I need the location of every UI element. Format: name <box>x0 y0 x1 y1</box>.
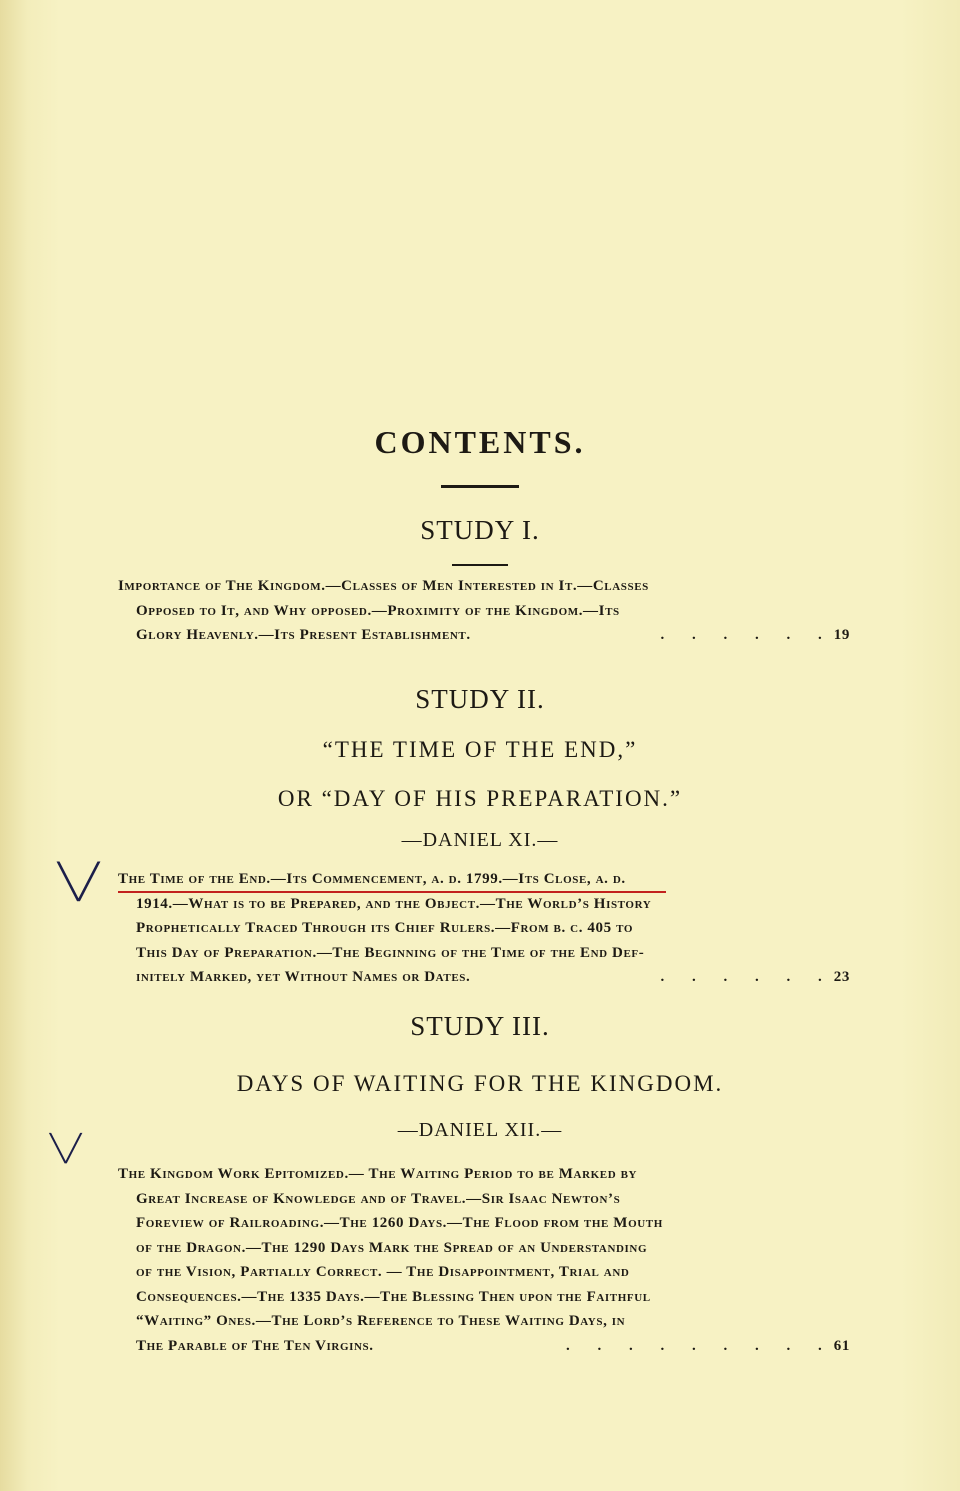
study-2-scripture: —DANIEL XI.— <box>401 829 559 851</box>
page-number: 61 <box>833 1337 850 1354</box>
study-3-summary <box>118 1162 850 1358</box>
leader-dots: . . . . . . <box>660 969 834 985</box>
summary-last-line <box>118 965 850 990</box>
summary-line: Glory Heavenly.—Its Present Establishment. <box>136 627 471 643</box>
study-2-subtitle: “THE TIME OF THE END,” <box>322 737 638 762</box>
study-1-summary <box>118 574 850 648</box>
study-2-summary <box>118 867 850 990</box>
study-2-subtitle-alt: OR “DAY OF HIS PREPARATION.” <box>277 786 683 811</box>
study-3-scripture: —DANIEL XII.— <box>397 1119 563 1141</box>
study-2-heading: STUDY II. <box>415 684 545 714</box>
study-3-subtitle: DAYS OF WAITING FOR THE KINGDOM. <box>236 1071 724 1096</box>
leader-dots: . . . . . . <box>660 627 834 643</box>
summary-line: of the Vision, Partially Correct. — The Disappointment, Trial and <box>136 1264 630 1280</box>
summary-line: Consequences.—The 1335 Days.—The Blessing Then upon the Faithful <box>136 1288 651 1305</box>
summary-line: Opposed to It, and Why opposed.—Proximity of the Kingdom.—Its <box>136 602 620 619</box>
page-number: 23 <box>833 969 850 985</box>
summary-last-line <box>118 623 850 648</box>
summary-line: initely Marked, yet Without Names or Dates. <box>136 969 471 985</box>
summary-line: Great Increase of Knowledge and of Travel.—Sir Isaac Newton’s <box>136 1190 621 1207</box>
study-1-rule <box>452 564 508 566</box>
summary-line: Foreview of Railroading.—The 1260 Days.—The Flood from the Mouth <box>136 1215 663 1231</box>
page-number: 19 <box>833 627 850 643</box>
summary-line: Prophetically Traced Through its Chief Rulers.—From b. c. 405 to <box>136 920 633 936</box>
checkmark-icon: ╲╱ <box>50 1134 82 1164</box>
checkmark-icon: ╲╱ <box>58 862 99 902</box>
summary-line: “Waiting” Ones.—The Lord’s Reference to These Waiting Days, in <box>136 1313 626 1329</box>
summary-line: of the Dragon.—The 1290 Days Mark the Spread of an Understanding <box>136 1239 648 1256</box>
page-title: CONTENTS. <box>374 424 586 460</box>
summary-line: 1914.—What is to be Prepared, and the Object.—The World’s History <box>136 895 652 912</box>
summary-line: This Day of Preparation.—The Beginning of the Time of the End Def- <box>136 944 645 961</box>
study-3-heading: STUDY III. <box>410 1011 550 1041</box>
summary-line: Importance of The Kingdom.—Classes of Men Interested in It.—Classes <box>118 578 649 594</box>
leader-dots: . . . . . . . . . <box>566 1337 834 1354</box>
summary-line: The Parable of The Ten Virgins. <box>136 1337 374 1354</box>
summary-last-line <box>118 1334 850 1359</box>
summary-line: The Time of the End.—Its Commencement, a. d. 1799.—Its Close, a. d. <box>118 871 626 887</box>
study-1-heading: STUDY I. <box>420 515 540 545</box>
summary-line: The Kingdom Work Epitomized.— The Waiting Period to be Marked by <box>118 1166 638 1182</box>
title-rule <box>441 485 519 488</box>
